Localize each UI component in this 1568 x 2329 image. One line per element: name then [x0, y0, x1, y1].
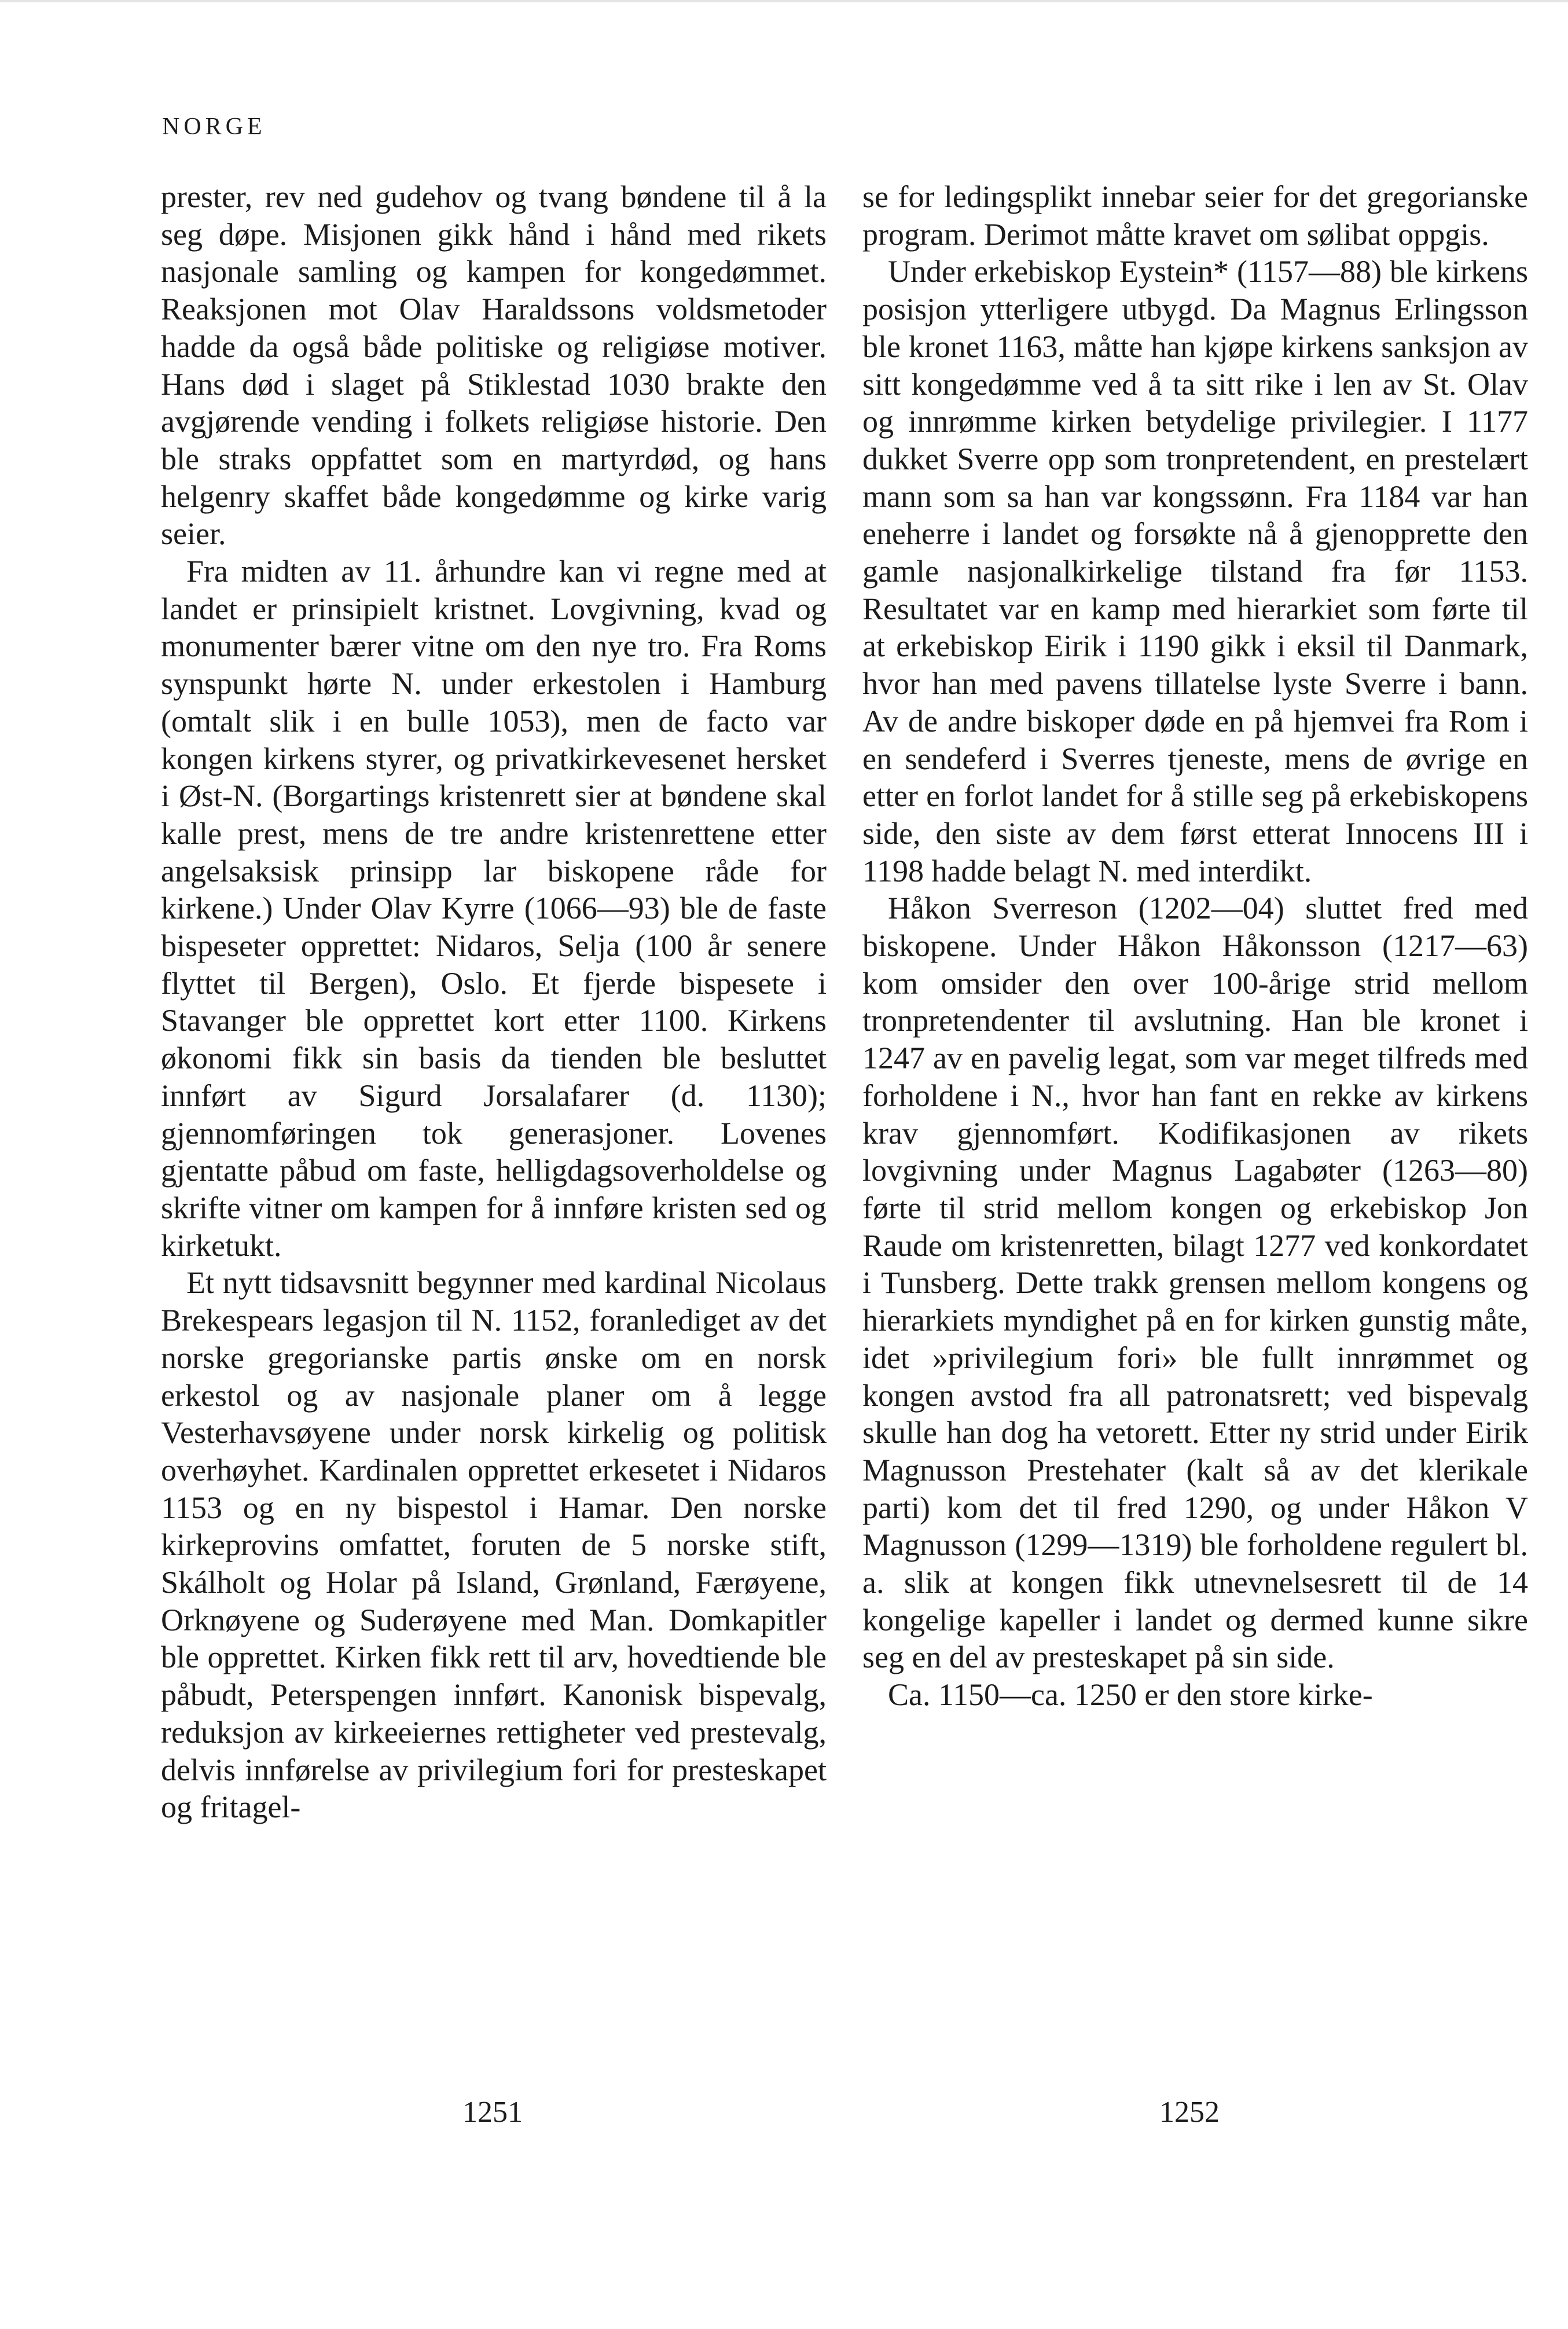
paragraph: prester, rev ned gudehov og tvang bøndene til å la seg døpe. Misjonen gikk hånd i hånd med rikets nasjonale samling og kampen for kongedømmet. Reaksjonen mot Olav Haraldssons voldsmetoder hadde da også både politiske og religiøse motiver. Hans død i slaget på Stiklestad 1030 brakte den avgjørende vending i folkets religiøse historie. Den ble straks oppfattet som en martyrdød, og hans helgenry skaffet både kongedømme og kirke varig seier. — [161, 179, 827, 552]
paragraph: Fra midten av 11. århundre kan vi regne med at landet er prinsipielt kristnet. Lovgivning, kvad og monumenter bærer vitne om den nye tro. Fra Roms synspunkt hørte N. under erkestolen i Hamburg (omtalt slik i en bulle 1053), men de facto var kongen kirkens styrer, og privatkirkevesenet hersket i Øst-N. (Borgartings kristenrett sier at bøndene skal kalle prest, mens de tre andre kristenrettene etter angelsaksisk prinsipp lar biskopene råde for kirkene.) Under Olav Kyrre (1066—93) ble de faste bispeseter opprettet: Nidaros, Selja (100 år senere flyttet til Bergen), Oslo. Et fjerde bispesete i Stavanger ble opprettet kort etter 1100. Kirkens økonomi fikk sin basis da tienden ble besluttet innført av Sigurd Jorsalafarer (d. 1130); gjennomføringen tok generasjoner. Lovenes gjentatte påbud om faste, helligdagsoverholdelse og skrifte vitner om kampen for å innføre kristen sed og kirketukt. — [161, 554, 827, 1263]
paragraph: Ca. 1150—ca. 1250 er den store kirke- — [888, 1677, 1373, 1713]
paragraph: se for ledingsplikt innebar seier for det gregorianske program. Derimot måtte kravet om sølibat oppgis. — [862, 179, 1528, 252]
left-column — [161, 178, 827, 1826]
right-column — [862, 178, 1528, 1714]
paragraph: Håkon Sverreson (1202—04) sluttet fred med biskopene. Under Håkon Håkonsson (1217—63) kom omsider den over 100-årige strid mellom tronpretendenter til avslutning. Han ble kronet i 1247 av en pavelig legat, som var meget tilfreds med forholdene i N., hvor han fant en rekke av kirkens krav gjennomført. Kodifikasjonen av rikets lovgivning under Magnus Lagabøter (1263—80) førte til strid mellom kongen og erkebiskop Jon Raude om kristenretten, bilagt 1277 ved konkordatet i Tunsberg. Dette trakk grensen mellom kongens og hierarkiets myndighet på en for kirken gunstig måte, idet »privilegium fori» ble fullt innrømmet og kongen avstod fra all patronatsrett; ved bispevalg skulle han dog ha vetorett. Etter ny strid under Eirik Magnusson Prestehater (kalt så av det klerikale parti) kom det til fred 1290, og under Håkon V Magnusson (1299—1319) ble forholdene regulert bl. a. slik at kongen fikk utnevnelsesrett til de 14 kongelige kapeller i landet og dermed kunne sikre seg en del av presteskapet på sin side. — [862, 891, 1528, 1675]
paragraph: Et nytt tidsavsnitt begynner med kardinal Nicolaus Brekespears legasjon til N. 1152, foranlediget av det norske gregorianske partis ønske om en norsk erkestol og av nasjonale planer om å legge Vesterhavsøyene under norsk kirkelig og politisk overhøyhet. Kardinalen opprettet erkesetet i Nidaros 1153 og en ny bispestol i Hamar. Den norske kirkeprovins omfattet, foruten de 5 norske stift, Skálholt og Holar på Island, Grønland, Færøyene, Orknøyene og Suderøyene med Man. Domkapitler ble opprettet. Kirken fikk rett til arv, hovedtiende ble påbudt, Peterspengen innført. Kanonisk bispevalg, reduksjon av kirkeeiernes rettigheter ved prestevalg, delvis innførelse av privilegium fori for presteskapet og fritagel- — [161, 1265, 827, 1825]
paragraph: Under erkebiskop Eystein* (1157—88) ble kirkens posisjon ytterligere utbygd. Da Magnus Erlingsson ble kronet 1163, måtte han kjøpe kirkens sanksjon av sitt kongedømme ved å ta sitt rike i len av St. Olav og innrømme kirken betydelige privilegier. I 1177 dukket Sverre opp som tronpretendent, en prestelært mann som sa han var kongssønn. Fra 1184 var han eneherre i landet og forsøkte nå å gjenopprette den gamle nasjonalkirkelige tilstand fra før 1153. Resultatet var en kamp med hierarkiet som førte til at erkebiskop Eirik i 1190 gikk i eksil til Danmark, hvor han med pavens tillatelse lyste Sverre i bann. Av de andre biskoper døde en på hjemvei fra Rom i en sendeferd i Sverres tjeneste, mens de øvrige en etter en forlot landet for å stille seg på erkebiskopens side, den siste av dem først etterat Innocens III i 1198 hadde belagt N. med interdikt. — [862, 254, 1528, 888]
running-header: NORGE — [162, 113, 266, 140]
page-number-right: 1252 — [1159, 2096, 1220, 2129]
page-number-left: 1251 — [462, 2096, 523, 2129]
scan-top-edge — [0, 0, 1568, 2]
